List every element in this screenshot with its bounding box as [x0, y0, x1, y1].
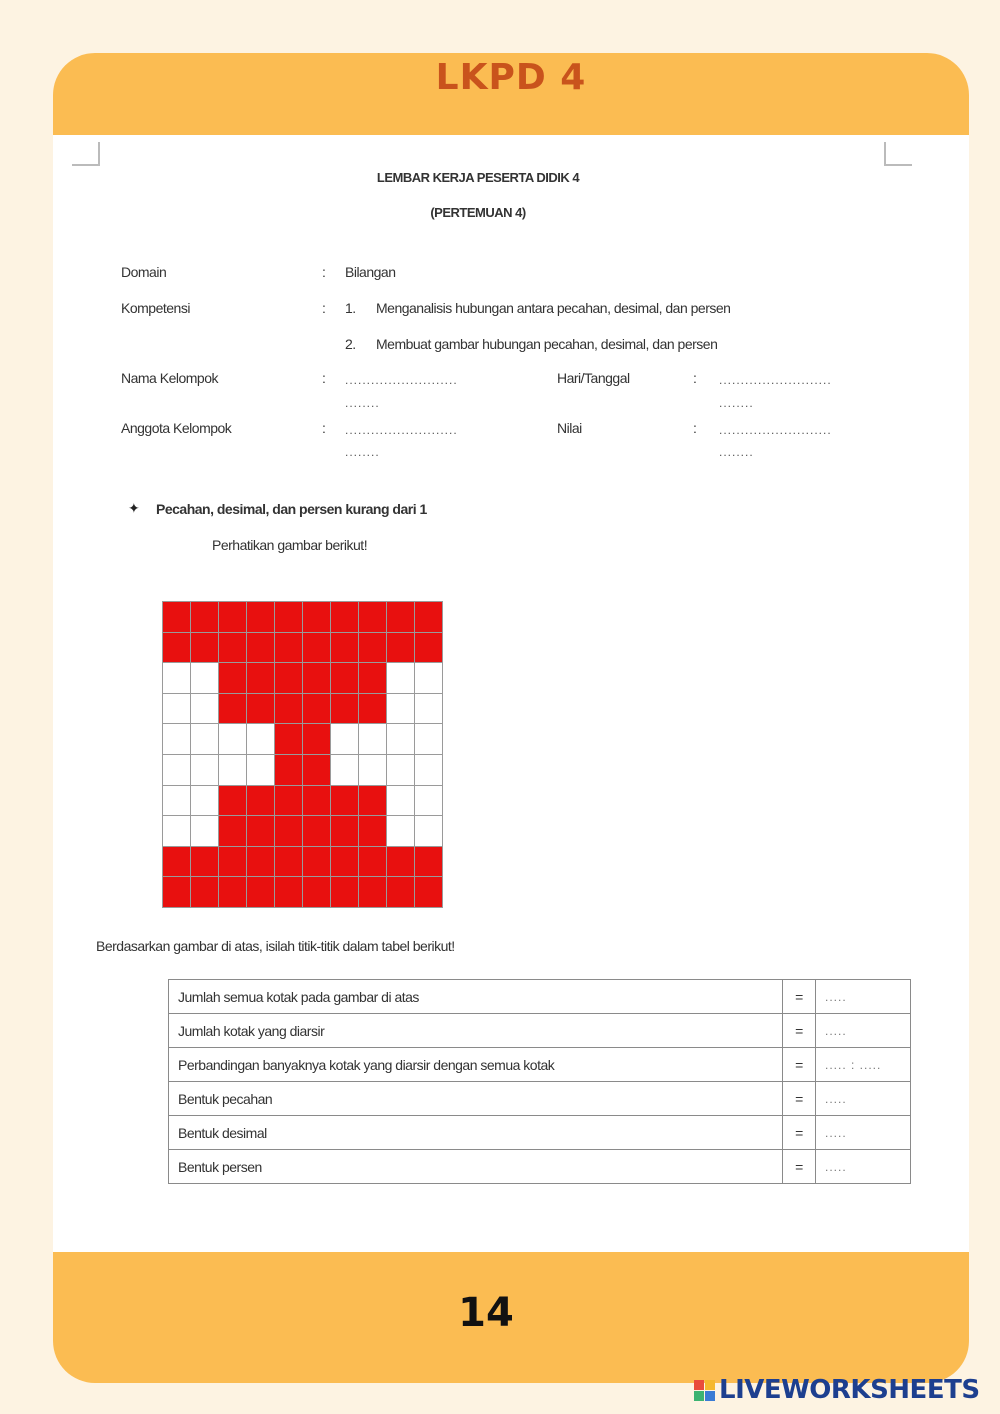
brand-name: LIVEWORKSHEETS — [719, 1375, 980, 1405]
grid-cell-shaded — [275, 755, 302, 785]
score-label: Nilai — [557, 420, 582, 436]
table-row — [169, 980, 911, 1014]
page-corner-mark-left — [72, 142, 100, 166]
grid-cell-empty — [191, 694, 218, 724]
grid-cell-shaded — [359, 816, 386, 846]
score-blank[interactable]: .......................... — [719, 423, 832, 437]
domain-label: Domain — [121, 264, 167, 280]
table-instruction: Berdasarkan gambar di atas, isilah titik-titik dalam tabel berikut! — [96, 938, 455, 954]
grid-cell-empty — [387, 663, 414, 693]
grid-cell-shaded — [303, 694, 330, 724]
grid-cell-shaded — [415, 602, 442, 632]
table-row — [169, 1048, 911, 1082]
row-label: Bentuk pecahan — [169, 1082, 783, 1116]
grid-cell-shaded — [359, 877, 386, 907]
grid-cell-shaded — [219, 663, 246, 693]
grid-cell-shaded — [247, 847, 274, 877]
grid-cell-shaded — [303, 633, 330, 663]
grid-cell-shaded — [275, 694, 302, 724]
grid-cell-empty — [219, 724, 246, 754]
worksheet-title: LKPD 4 — [435, 57, 587, 98]
group-name-label: Nama Kelompok — [121, 370, 218, 386]
grid-cell-shaded — [247, 633, 274, 663]
grid-cell-shaded — [303, 816, 330, 846]
grid-cell-shaded — [247, 816, 274, 846]
grid-cell-empty — [387, 694, 414, 724]
answer-field-percent[interactable]: ..... — [816, 1150, 911, 1184]
page-number: 14 — [458, 1290, 514, 1336]
competency-colon: : — [322, 300, 326, 316]
grid-cell-shaded — [163, 602, 190, 632]
grid-cell-empty — [387, 755, 414, 785]
grid-cell-shaded — [219, 877, 246, 907]
answer-field-ratio[interactable]: ..... : ..... — [816, 1048, 911, 1082]
grid-cell-shaded — [247, 877, 274, 907]
grid-cell-shaded — [275, 633, 302, 663]
row-equals: = — [783, 1082, 816, 1116]
row-equals: = — [783, 1116, 816, 1150]
grid-cell-shaded — [219, 694, 246, 724]
grid-cell-shaded — [163, 847, 190, 877]
grid-cell-shaded — [303, 847, 330, 877]
group-members-colon: : — [322, 420, 326, 436]
diamond-bullet-icon: ✦ — [128, 500, 140, 516]
competency-label: Kompetensi — [121, 300, 190, 316]
answer-field-shaded-boxes[interactable]: ..... — [816, 1014, 911, 1048]
score-colon: : — [693, 420, 697, 436]
row-equals: = — [783, 1150, 816, 1184]
grid-cell-empty — [163, 816, 190, 846]
grid-cell-shaded — [275, 847, 302, 877]
grid-cell-empty — [415, 663, 442, 693]
answer-table — [168, 979, 911, 1184]
grid-cell-empty — [331, 755, 358, 785]
document-subtitle: (PERTEMUAN 4) — [430, 205, 526, 220]
date-blank[interactable]: .......................... — [719, 373, 832, 387]
grid-cell-empty — [163, 755, 190, 785]
grid-cell-shaded — [163, 877, 190, 907]
table-row — [169, 1150, 911, 1184]
liveworksheets-brand[interactable] — [694, 1372, 980, 1408]
grid-cell-empty — [387, 786, 414, 816]
group-name-blank-cont[interactable]: ........ — [345, 396, 380, 410]
section-title: Pecahan, desimal, dan persen kurang dari 1 — [156, 501, 427, 517]
grid-cell-shaded — [359, 847, 386, 877]
grid-cell-shaded — [191, 633, 218, 663]
grid-cell-shaded — [359, 694, 386, 724]
logo-square — [705, 1391, 715, 1401]
grid-cell-shaded — [275, 602, 302, 632]
answer-field-decimal[interactable]: ..... — [816, 1116, 911, 1150]
logo-square — [694, 1391, 704, 1401]
grid-cell-empty — [415, 786, 442, 816]
grid-cell-shaded — [331, 786, 358, 816]
row-equals: = — [783, 1048, 816, 1082]
grid-cell-shaded — [331, 663, 358, 693]
group-name-colon: : — [322, 370, 326, 386]
table-row — [169, 1082, 911, 1116]
logo-square — [694, 1380, 704, 1390]
grid-cell-shaded — [275, 786, 302, 816]
grid-cell-empty — [415, 694, 442, 724]
grid-cell-shaded — [163, 633, 190, 663]
grid-cell-shaded — [275, 724, 302, 754]
grid-cell-shaded — [331, 877, 358, 907]
grid-cell-empty — [415, 816, 442, 846]
grid-cell-empty — [415, 755, 442, 785]
grid-cell-shaded — [331, 694, 358, 724]
row-label: Jumlah kotak yang diarsir — [169, 1014, 783, 1048]
grid-cell-shaded — [387, 633, 414, 663]
date-blank-cont[interactable]: ........ — [719, 396, 754, 410]
grid-cell-shaded — [247, 786, 274, 816]
grid-cell-shaded — [303, 877, 330, 907]
row-label: Perbandingan banyaknya kotak yang diarsir dengan semua kotak — [169, 1048, 783, 1082]
grid-cell-shaded — [247, 694, 274, 724]
date-label: Hari/Tanggal — [557, 370, 630, 386]
shaded-grid-figure — [162, 601, 443, 908]
competency-1-text: Menganalisis hubungan antara pecahan, desimal, dan persen — [376, 300, 731, 316]
grid-cell-empty — [163, 724, 190, 754]
grid-cell-shaded — [303, 663, 330, 693]
grid-cell-empty — [359, 755, 386, 785]
grid-cell-shaded — [219, 816, 246, 846]
answer-field-total-boxes[interactable]: ..... — [816, 980, 911, 1014]
grid-cell-empty — [359, 724, 386, 754]
grid-cell-shaded — [415, 847, 442, 877]
page-corner-mark-right — [884, 142, 912, 166]
grid-cell-shaded — [387, 847, 414, 877]
grid-cell-shaded — [303, 755, 330, 785]
instruction-text: Perhatikan gambar berikut! — [212, 537, 368, 553]
grid-cell-empty — [191, 663, 218, 693]
grid-cell-empty — [247, 755, 274, 785]
grid-cell-shaded — [275, 877, 302, 907]
row-label: Jumlah semua kotak pada gambar di atas — [169, 980, 783, 1014]
grid-cell-empty — [191, 755, 218, 785]
grid-cell-shaded — [303, 602, 330, 632]
group-members-blank-cont[interactable]: ........ — [345, 445, 380, 459]
grid-cell-shaded — [247, 663, 274, 693]
card-footer — [53, 1252, 969, 1383]
grid-cell-shaded — [331, 633, 358, 663]
grid-cell-shaded — [247, 602, 274, 632]
logo-square — [705, 1380, 715, 1390]
grid-cell-empty — [387, 724, 414, 754]
grid-cell-empty — [191, 786, 218, 816]
grid-cell-empty — [331, 724, 358, 754]
grid-cell-shaded — [303, 786, 330, 816]
grid-cell-shaded — [219, 602, 246, 632]
grid-cell-shaded — [359, 786, 386, 816]
grid-cell-empty — [163, 786, 190, 816]
grid-cell-shaded — [359, 602, 386, 632]
competency-2-text: Membuat gambar hubungan pecahan, desimal, dan persen — [376, 336, 718, 352]
group-name-blank[interactable]: .......................... — [345, 373, 458, 387]
grid-cell-shaded — [387, 877, 414, 907]
competency-1-number: 1. — [345, 300, 356, 316]
domain-value: Bilangan — [345, 264, 396, 280]
grid-cell-shaded — [191, 602, 218, 632]
table-row — [169, 1014, 911, 1048]
group-members-label: Anggota Kelompok — [121, 420, 232, 436]
grid-cell-shaded — [219, 847, 246, 877]
row-label: Bentuk persen — [169, 1150, 783, 1184]
grid-cell-empty — [191, 724, 218, 754]
document-title: LEMBAR KERJA PESERTA DIDIK 4 — [376, 170, 580, 185]
grid-cell-empty — [247, 724, 274, 754]
grid-cell-shaded — [191, 877, 218, 907]
grid-cell-empty — [163, 694, 190, 724]
grid-cell-shaded — [387, 602, 414, 632]
grid-cell-shaded — [219, 633, 246, 663]
grid-cell-shaded — [359, 663, 386, 693]
grid-cell-empty — [219, 755, 246, 785]
group-members-blank[interactable]: .......................... — [345, 423, 458, 437]
card-header — [53, 53, 969, 135]
grid-cell-shaded — [415, 633, 442, 663]
grid-cell-shaded — [303, 724, 330, 754]
date-colon: : — [693, 370, 697, 386]
liveworksheets-logo-icon — [694, 1380, 715, 1401]
grid-cell-shaded — [219, 786, 246, 816]
grid-cell-empty — [387, 816, 414, 846]
grid-cell-shaded — [275, 816, 302, 846]
grid-cell-empty — [163, 663, 190, 693]
score-blank-cont[interactable]: ........ — [719, 445, 754, 459]
grid-cell-shaded — [275, 663, 302, 693]
row-equals: = — [783, 1014, 816, 1048]
grid-cell-empty — [191, 816, 218, 846]
row-equals: = — [783, 980, 816, 1014]
answer-field-fraction[interactable]: ..... — [816, 1082, 911, 1116]
grid-cell-shaded — [331, 602, 358, 632]
domain-colon: : — [322, 264, 326, 280]
row-label: Bentuk desimal — [169, 1116, 783, 1150]
grid-cell-shaded — [415, 877, 442, 907]
grid-cell-empty — [415, 724, 442, 754]
grid-cell-shaded — [191, 847, 218, 877]
grid-cell-shaded — [359, 633, 386, 663]
grid-cell-shaded — [331, 816, 358, 846]
table-row — [169, 1116, 911, 1150]
competency-2-number: 2. — [345, 336, 356, 352]
grid-cell-shaded — [331, 847, 358, 877]
